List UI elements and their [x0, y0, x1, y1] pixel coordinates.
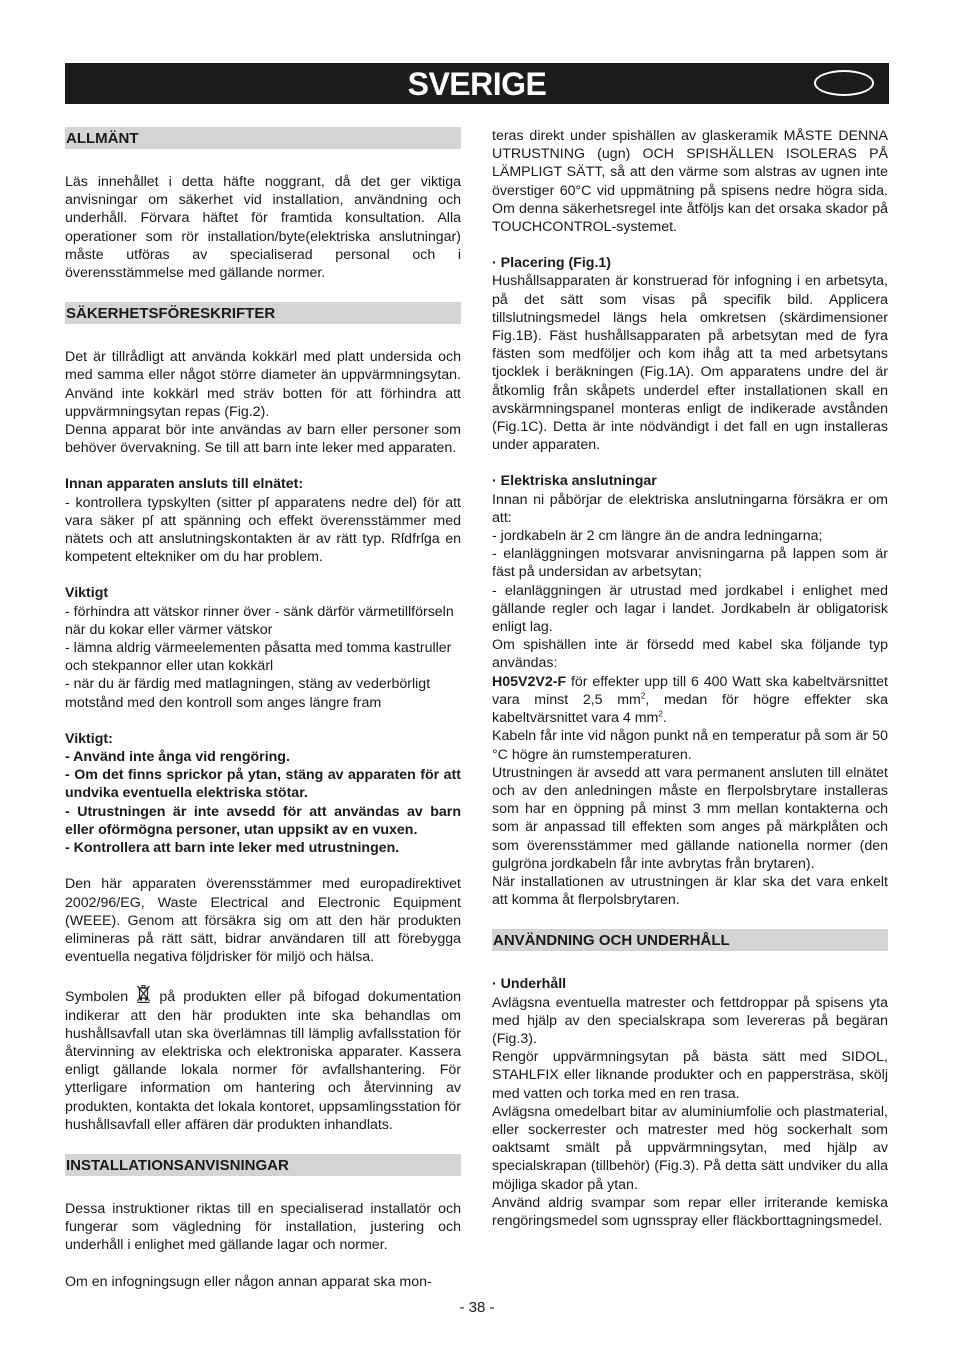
left-column	[65, 127, 461, 1291]
elektriska-4: - elanläggningen är utrustad med jordkabel i enlighet med gällande regler och lagar i landet. Jordkabeln är obligatorisk enligt lag.	[492, 582, 888, 636]
viktigt-item-2: - lämna aldrig värmeelementen påsatta med tomma kastruller och stekpannor eller utan kokkärl	[65, 640, 452, 675]
banner-title: SVERIGE	[407, 66, 547, 102]
country-banner	[65, 63, 889, 104]
paragraph-barn: Denna apparat bör inte användas av barn eller personer som behöver övervakning. Se till att barn inte leker med apparaten.	[65, 422, 461, 457]
elektriska-2: - jordkabeln är 2 cm längre än de andra ledningarna;	[492, 528, 823, 545]
innan-text: - kontrollera typskylten (sitter pſ apparatens nedre del) för att vara säker pſ att spänning och effekt överensstämmer med nätets och att anslutningskontakten är av rätt typ. Rſdfrſga en kompetent eltekniker om du har problem.	[65, 494, 461, 566]
symbol-post: på produkten eller på bifogad dokumentation indikerar att den här produkten inte ska behandlas om hushållsavfall utan ska överlämnas till lämplig avfallsstation för återvinning av elektriska och elektroniska apparater. Kassera enligt gällande lokala normer för avfallshantering. För ytterligare information om hantering och återvinning av produkten, kontakta det lokala kontoret, uppsamlingsstation för hushållsavfall eller affären där produkten inhandlats.	[65, 989, 461, 1133]
viktigt2-item-1: - Använd inte ånga vid rengöring.	[65, 749, 290, 766]
elektriska-6: Kabeln får inte vid någon punkt nå en temperatur på som är 50 °C högre än rumstemperaturen.	[492, 728, 888, 763]
viktigt-item-3: - när du är färdig med matlagningen, stäng av vederbörligt motstånd med den kontroll som anges längre fram	[65, 676, 431, 711]
viktigt2-item-4: - Kontrollera att barn inte leker med utrustningen.	[65, 840, 400, 857]
viktigt-title: Viktigt	[65, 585, 109, 602]
viktigt2-item-2: - Om det finns sprickor på ytan, stäng av apparaten för att undvika eventuella elektriska stötar.	[65, 767, 461, 802]
viktigt2-item-3: - Utrustningen är inte avsedd för att användas av barn eller oförmögna personer, utan uppsikt av en vuxen.	[65, 803, 461, 838]
cable-text-c: .	[662, 710, 667, 727]
crossed-out-wheelie-bin-icon	[136, 984, 151, 1003]
elektriska-7: Utrustningen är avsedd att vara permanent ansluten till elnätet och av den anledningen måste en flerpolsbrytare installeras som har en öppning på minst 3 mm mellan kontakterna och som är anpassad till effekten som anges på märkplåten och som överensstämmer med gällande nationella normer (den gulgröna jordkabeln får inte avbrytas från brytaren).	[492, 764, 888, 872]
cable-type: H05V2V2-F	[492, 673, 567, 690]
paragraph-weee: Den här apparaten överensstämmer med europadirektivet 2002/96/EG, Waste Electrical and Electronic Equipment (WEEE). Genom att försäkra sig om att den här produkten elimineras på rätt sätt, bidrar användaren till att förebygga eventuella negativa följdrisker för miljö och hälsa.	[65, 876, 461, 966]
right-column	[492, 127, 888, 1230]
page-number: - 38 -	[459, 1299, 495, 1316]
cable-text-a: för effekter upp till 6 400 Watt ska kabeltvärsnittet vara minst 2,5 mm	[492, 673, 888, 708]
country-oval-badge	[814, 70, 874, 96]
elektriska-8: När installationen av utrustningen är klar ska det vara enkelt att komma åt flerpolsbrytaren.	[492, 873, 888, 909]
cable-sup-2: 2	[658, 709, 663, 719]
heading-installation: INSTALLATIONSANVISNINGAR	[65, 1154, 461, 1176]
paragraph-install-2: Om en infogningsugn eller någon annan apparat ska mon-	[65, 1273, 432, 1290]
underhall-1: Avlägsna eventuella matrester och fettdroppar på spisens yta med hjälp av den specialskrapa som levereras på begäran (Fig.3).	[492, 994, 888, 1047]
heading-allmant: ALLMÄNT	[65, 127, 461, 149]
cable-spec	[492, 673, 888, 728]
innan-title: Innan apparaten ansluts till elnätet:	[65, 476, 304, 493]
paragraph-install-1: Dessa instruktioner riktas till en specialiserad installatör och fungerar som vägledning för installation, justering och underhåll i enlighet med gällande lagar och normer.	[65, 1200, 461, 1254]
elektriska-5: Om spishällen inte är försedd med kabel ska följande typ användas:	[492, 637, 888, 672]
viktigt-item-1: - förhindra att vätskor rinner över - sänk därför värmetillförseln när du kokar eller värmer vätskor	[65, 603, 454, 638]
elektriska-3: - elanläggningen motsvarar anvisningarna på lappen som är fäst på undersidan av arbetsytan;	[492, 546, 888, 581]
cable-sup-1: 2	[640, 691, 646, 701]
cable-text-b: , medan för högre effekter ska kabeltvärsnittet vara 4 mm	[492, 691, 888, 727]
placering-title: · Placering (Fig.1)	[492, 255, 612, 272]
paragraph-kokkarl: Det är tillrådligt att använda kokkärl med platt undersida och med samma eller något större diameter än uppvärmningsytan. Använd inte kokkärl med sträv botten för att förhindra att uppvärmningsytan repas (Fig.2).	[65, 349, 461, 420]
underhall-4: Använd aldrig svampar som repar eller irriterande kemiska rengöringsmedel som ugnsspray eller fläckborttagningsmedel.	[492, 1194, 888, 1229]
elektriska-title: · Elektriska anslutningar	[492, 473, 657, 490]
underhall-title: · Underhåll	[492, 976, 567, 993]
heading-anvandning: ANVÄNDNING OCH UNDERHÅLL	[492, 929, 888, 951]
paragraph-symbol	[65, 984, 461, 1134]
paragraph-allmant: Läs innehållet i detta häfte noggrant, då det ger viktiga anvisningar om säkerhet vid installation, användning och underhåll. Förvara häftet för framtida konsultation. Alla operationer som rör installation/byte(elektriska anslutningar) måste utföras av specialiserad personal och i överensstämmelse med gällande normer.	[65, 174, 461, 282]
heading-sakerhet: SÄKERHETSFÖRESKRIFTER	[65, 302, 461, 324]
viktigt2-title: Viktigt:	[65, 730, 113, 747]
underhall-2: Rengör uppvärmningsytan på bästa sätt med SIDOL, STAHLFIX eller liknande produkter och en pappersträsa, skölj med vatten och torka med en ren trasa.	[492, 1049, 888, 1102]
placering-text: Hushållsapparaten är konstruerad för infogning i en arbetsyta, på det sätt som visas på specifik bild. Applicera tillslutningsmedel längs hela omkretsen (skärdimensioner Fig.1B). Fäst hushållsapparaten på arbetsytan med de fyra fästen som medföljer och kom ihåg att ta med arbetsytans tjocklek i beräkningen (Fig.1A). Om apparatens undre del är åtkomlig från skåpets underdel efter installationen skall en avskärmningspanel monteras enligt de indikerade avstånden (Fig.1C). Detta är inte nödvändigt i det fall en ugn installeras under apparaten.	[492, 273, 888, 454]
elektriska-1: Innan ni påbörjar de elektriska anslutningarna försäkra er om att:	[492, 491, 888, 526]
underhall-3: Avlägsna omedelbart bitar av aluminiumfolie och plastmaterial, eller sockerrester och matrester med hög sockerhalt som oaktsamt smält på uppvärmningsytan, med hjälp av specialskrapan (tillbehör) (Fig.3). På detta sätt undviker du alla möjliga skador på ytan.	[492, 1103, 888, 1193]
symbol-pre: Symbolen	[65, 989, 129, 1006]
paragraph-continuation: teras direkt under spishällen av glaskeramik MÅSTE DENNA UTRUSTNING (ugn) OCH SPISHÄLLEN ISOLERAS PÅ LÄMPLIGT SÄTT, så att den värme som alstras av ugnen inte överstiger 60°C vid uppmätning på spisens nedre högra sida. Om denna säkerhetsregel inte åtföljs kan det orsaka skador på TOUCHCONTROL-systemet.	[492, 128, 888, 236]
